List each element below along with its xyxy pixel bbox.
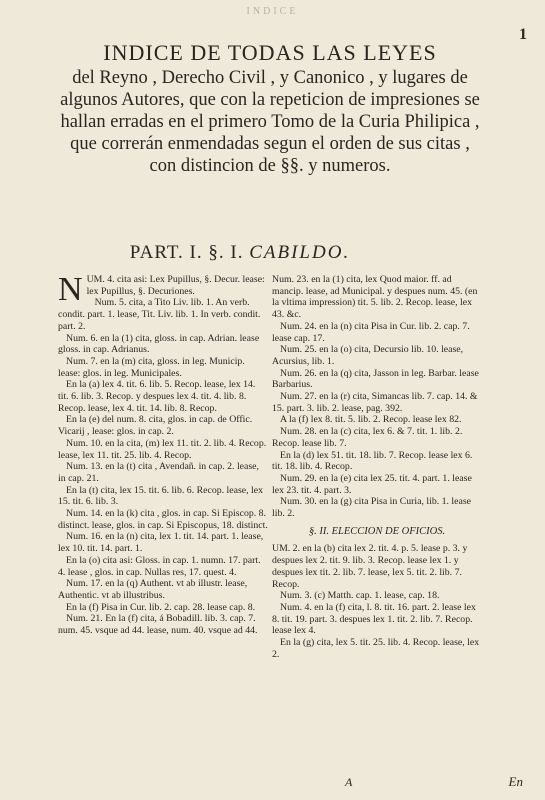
paragraph: Num. 24. en la (n) cita Pisa in Cur. lib. 2. cap. 7. lease cap. 17. <box>272 320 470 344</box>
paragraph: Num. 25. en la (o) cita, Decursio lib. 10. lease, Acursius, lib. 1. <box>272 344 464 367</box>
paragraph: En la (e) del num. 8. cita, glos. in cap. de Offic. Vicarij , lease: glos. in cap. 2. <box>58 414 253 438</box>
part-label: PART. I. §. I. <box>129 242 244 263</box>
paragraph: Num. 26. en la (q) cita, Jasson in leg. Barbar. lease Barbarius. <box>272 367 479 391</box>
paragraph: Num. 4. en la (f) cita, l. 8. tit. 16. part. 2. lease lex 8. tit. 19. part. 3. despues lex 1. tit. 2. lib. 7. Recop. lease lex 4. <box>272 601 476 637</box>
title-rest: del Reyno , Derecho Civil , y Canonico , y lugares de algunos Autores, que con la repeticion de impresiones se hallan erradas en el primero Tomo de la Curia Philipica , que correrán enmendadas segun el orden de sus citas , con distincion de §§. y numeros. <box>60 68 480 176</box>
paragraph: Num. 3. (c) Matth. cap. 1. lease, cap. 18. <box>280 590 440 602</box>
catchword: En <box>508 774 523 789</box>
part-heading <box>90 242 390 264</box>
part-title: CABILDO. <box>249 242 351 263</box>
paragraph: En la (f) Pisa in Cur. lib. 2. cap. 28. lease cap. 8. <box>66 601 256 613</box>
title-main: INDICE DE TODAS LAS LEYES <box>103 40 437 65</box>
paragraph: Num. 30. en la (g) cita Pisa in Curia, lib. 1. lease lib. 2. <box>272 496 471 520</box>
paragraph: Num. 14. en la (k) cita , glos. in cap. Si Episcop. 8. distinct. lease, glos. in cap. Si Episcopus, 18. distinct. <box>58 508 268 531</box>
paragraph: En la (a) lex 4. tit. 6. lib. 5. Recop. lease, lex 14. tit. 6. lib. 3. Recop. y despues lex 4. tit. 4. lib. 8. Recop. lease, lex 4. tit. 14. lib. 8. Recop. <box>58 379 256 414</box>
paragraph: Num. 27. en la (r) cita, Simancas lib. 7. cap. 14. & 15. part. 3. lib. 2. lease, pag. 392. <box>272 391 478 414</box>
paragraph: En la (g) cita, lex 5. tit. 25. lib. 4. Recop. lease, lex 2. <box>272 637 480 660</box>
paragraph: En la (d) lex 51. tit. 18. lib. 7. Recop. lease lex 6. tit. 18. lib. 4. Recop. <box>272 449 473 473</box>
left-column <box>58 271 268 637</box>
running-head: INDICE <box>246 6 299 17</box>
page-number: 1 <box>519 26 527 43</box>
title-block <box>60 40 480 177</box>
paragraph: Num. 7. en la (m) cita, gloss. in leg. Municip. lease: glos. in leg. Municipales. <box>58 355 245 379</box>
paragraph: Num. 10. en la cita, (m) lex 11. tit. 2. lib. 4. Recop. lease, lex 11. tit. 25. lib. 4. Recop. <box>58 437 267 461</box>
paragraph: A la (f) lex 8. tit. 5. lib. 2. Recop. lease lex 82. <box>280 414 462 426</box>
paragraph: Num. 6. en la (1) cita, gloss. in cap. Adrian. lease gloss. in cap. Adrianus. <box>58 332 260 356</box>
paragraph: Num. 21. En la (f) cita, á Bobadill. lib. 3. cap. 7. num. 45. vsque ad 44. lease, num. 40. vsque ad 44. <box>58 613 258 637</box>
section-heading: §. II. ELECCION DE OFICIOS. <box>308 525 446 537</box>
paragraph: Num. 28. en la (c) cita, lex 6. & 7. tit. 1. lib. 2. Recop. lease lib. 7. <box>272 426 463 449</box>
paragraph: Num. 23. en la (1) cita, lex Quod maior. ff. ad mancip. lease, ad Municipal. y despues num. 45. (en la vltima impression) tit. 5. lib. 2. Recop. lease, lex 43. &c. <box>272 274 478 321</box>
paragraph: Num. 17. en la (q) Authent. vt ab illustr. lease, Authentic. vt ab illustribus. <box>58 578 248 601</box>
paragraph: Num. 13. en la (t) cita , Avendañ. in cap. 2. lease, in cap. 21. <box>58 461 259 484</box>
right-column <box>272 274 482 661</box>
paragraph: Num. 5. cita, a Tito Liv. lib. 1. An verb. condit. part. 1. lease, Tit. Liv. lib. 1. In verb. condit. part. 2. <box>58 297 261 332</box>
signature-mark: A <box>345 775 353 789</box>
paragraph: En la (t) cita, lex 15. tit. 6. lib. 6. Recop. lease, lex 15. tit. 6. lib. 3. <box>58 484 263 508</box>
dropcap: N <box>58 271 83 308</box>
paragraph: En la (o) cita asi: Gloss. in cap. 1. numn. 17. part. 4. lease , glos. in cap. Nullas res, 17. quest. 4. <box>58 554 261 578</box>
paragraph: NUM. 4. cita asi: Lex Pupillus, §. Decur. lease: lex Pupillus, §. Decuriones. <box>58 271 265 308</box>
paragraph: UM. 2. en la (b) cita lex 2. tit. 4. p. 5. lease p. 3. y despues lex 2. tit. 9. lib. 3. Recop. lease lex 1. y despues lex tit. 2. lib. 7. lease, lex 5. tit. 2. lib. 7. Recop. <box>272 543 468 590</box>
paragraph: Num. 16. en la (n) cita, lex 1. tit. 14. part. 1. lease, lex 10. tit. 14. part. 1. <box>58 531 264 555</box>
paragraph: Num. 29. en la (e) cita lex 25. tit. 4. part. 1. lease lex 23. tit. 4. part. 3. <box>272 472 472 496</box>
